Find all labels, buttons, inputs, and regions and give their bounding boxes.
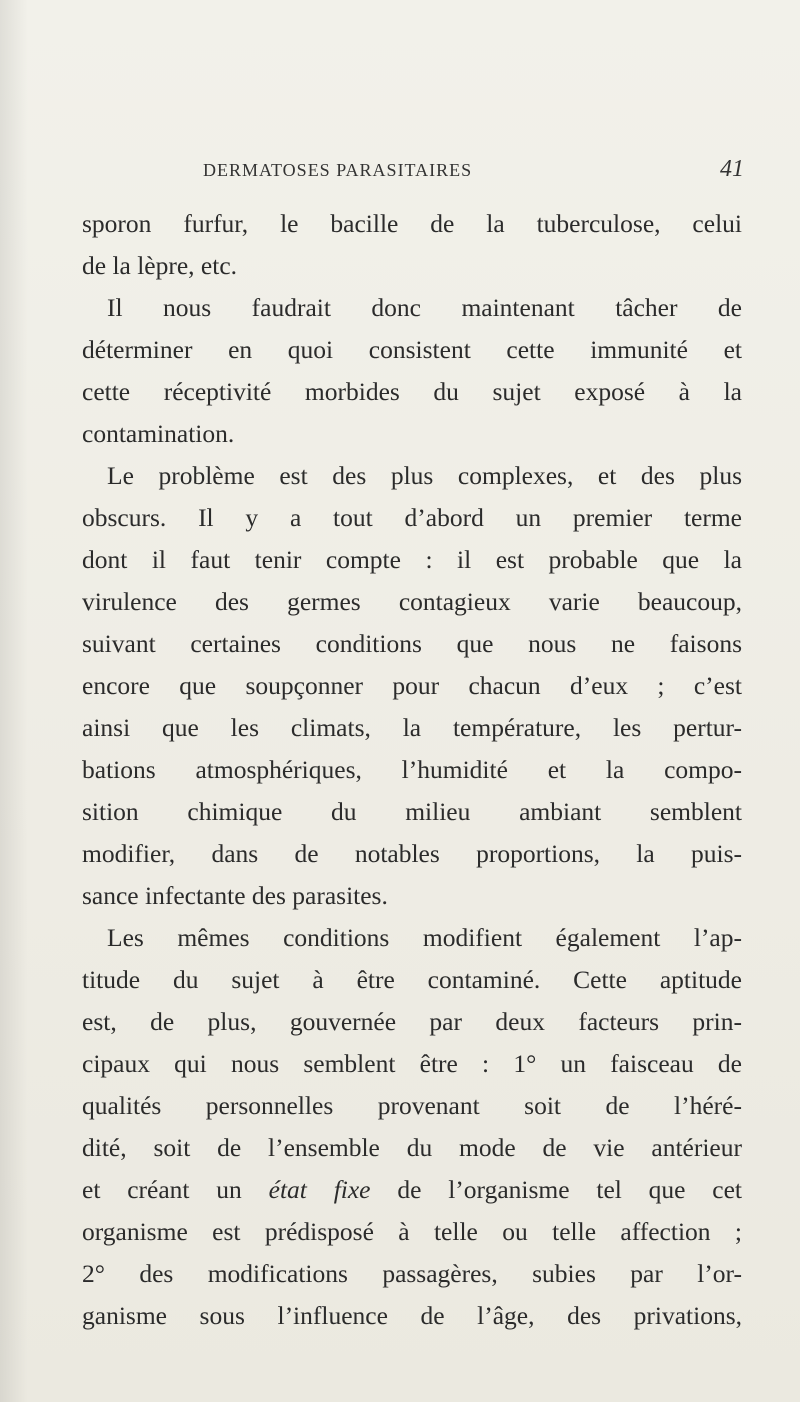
- text-line: de la lèpre, etc.: [82, 251, 238, 280]
- text-line: organisme est prédisposé à telle ou telle affection ;: [82, 1217, 742, 1246]
- text-line: sporon furfur, le bacille de la tuberculose, celui: [82, 209, 742, 238]
- text-line: qualités personnelles provenant soit de l’héré-: [82, 1091, 742, 1120]
- text-line: 2° des modifications passagères, subies par l’or-: [82, 1259, 742, 1288]
- text-fragment: de l’organisme tel que cet: [397, 1175, 742, 1204]
- text-line: Il nous faudrait donc maintenant tâcher de: [107, 293, 742, 322]
- text-fragment: et créant un: [82, 1175, 242, 1204]
- text-line: cipaux qui nous semblent être : 1° un faisceau de: [82, 1049, 742, 1078]
- text-line: cette réceptivité morbides du sujet exposé à la: [82, 377, 742, 406]
- text-line: encore que soupçonner pour chacun d’eux ; c’est: [82, 671, 742, 700]
- text-line: obscurs. Il y a tout d’abord un premier terme: [82, 503, 742, 532]
- text-line: suivant certaines conditions que nous ne faisons: [82, 629, 742, 658]
- text-line: ganisme sous l’influence de l’âge, des privations,: [82, 1301, 742, 1330]
- text-line: est, de plus, gouvernée par deux facteurs prin-: [82, 1007, 742, 1036]
- text-line: bations atmosphériques, l’humidité et la compo-: [82, 755, 742, 784]
- text-line: Le problème est des plus complexes, et des plus: [107, 461, 742, 490]
- page-header: [0, 156, 800, 188]
- text-line: sance infectante des parasites.: [82, 881, 388, 910]
- text-line: Les mêmes conditions modifient également l’ap-: [107, 923, 742, 952]
- text-line: virulence des germes contagieux varie beaucoup,: [82, 587, 742, 616]
- page-number: 41: [720, 156, 744, 182]
- text-line: dont il faut tenir compte : il est probable que la: [82, 545, 742, 574]
- text-line: déterminer en quoi consistent cette immunité et: [82, 335, 742, 364]
- italic-term: état fixe: [268, 1175, 371, 1204]
- page-edge-shadow: [0, 0, 28, 1402]
- text-line: contamination.: [82, 419, 235, 448]
- body-text: [82, 203, 742, 1337]
- text-line-with-italic: [82, 1169, 742, 1211]
- text-line: sition chimique du milieu ambiant semblent: [82, 797, 742, 826]
- running-head: DERMATOSES PARASITAIRES: [203, 160, 473, 180]
- text-line: ainsi que les climats, la température, les pertur-: [82, 713, 742, 742]
- text-line: titude du sujet à être contaminé. Cette aptitude: [82, 965, 742, 994]
- text-line: modifier, dans de notables proportions, la puis-: [82, 839, 742, 868]
- text-line: dité, soit de l’ensemble du mode de vie antérieur: [82, 1133, 742, 1162]
